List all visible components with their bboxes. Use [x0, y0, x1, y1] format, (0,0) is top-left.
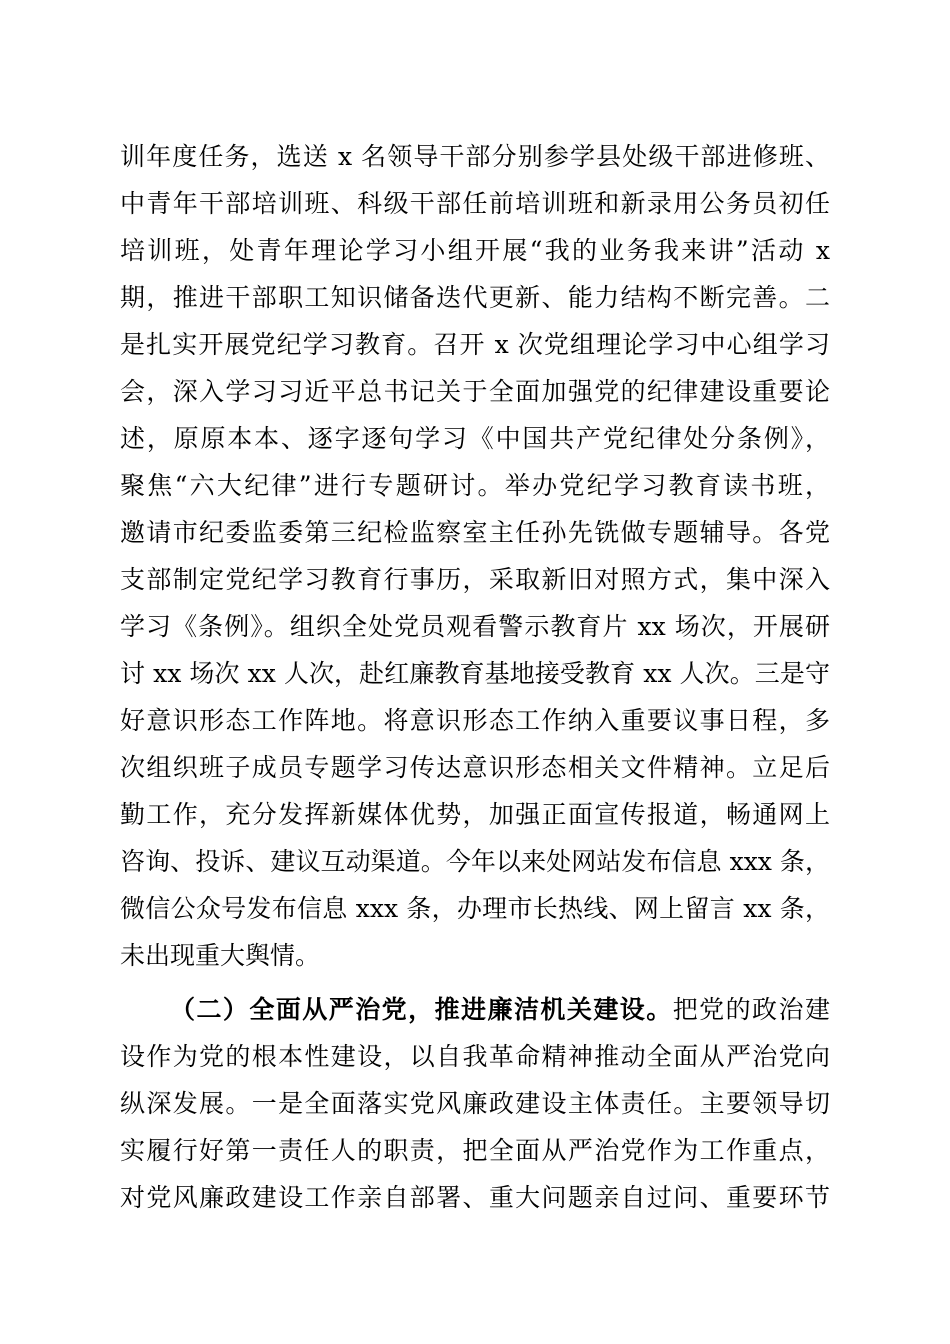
paragraph-line: 次组织班子成员专题学习传达意识形态相关文件精神。立足后: [120, 753, 830, 782]
paragraph-line: 中青年干部培训班、科级干部任前培训班和新录用公务员初任: [120, 189, 830, 218]
paragraph-line: 实履行好第一责任人的职责，把全面从严治党作为工作重点，: [120, 1136, 830, 1165]
paragraph-line: 设作为党的根本性建设，以自我革命精神推动全面从严治党向: [120, 1042, 830, 1071]
paragraph-line: 邀请市纪委监委第三纪检监察室主任孙先铣做专题辅导。各党: [120, 518, 830, 547]
paragraph-line: 支部制定党纪学习教育行事历，采取新旧对照方式，集中深入: [120, 565, 830, 594]
section-heading-continuation: 把党的政治建: [672, 995, 830, 1024]
paragraph-line: 培训班，处青年理论学习小组开展“我的业务我来讲”活动 x: [120, 236, 830, 265]
paragraph-line: 未出现重大舆情。: [120, 941, 321, 970]
paragraph-line: 聚焦“六大纪律”进行专题研讨。举办党纪学习教育读书班，: [120, 471, 830, 500]
section-heading: （二）全面从严治党，推进廉洁机关建设。: [170, 995, 673, 1024]
paragraph-line: 期，推进干部职工知识储备迭代更新、能力结构不断完善。二: [120, 283, 830, 312]
paragraph-line: 勤工作，充分发挥新媒体优势，加强正面宣传报道，畅通网上: [120, 800, 830, 829]
paragraph-line: 是扎实开展党纪学习教育。召开 x 次党组理论学习中心组学习: [120, 330, 830, 359]
paragraph-line: 咨询、投诉、建议互动渠道。今年以来处网站发布信息 xxx 条，: [120, 847, 830, 876]
paragraph-line: 讨 xx 场次 xx 人次，赴红廉教育基地接受教育 xx 人次。三是守: [120, 659, 830, 688]
paragraph-line: 述，原原本本、逐字逐句学习《中国共产党纪律处分条例》，: [120, 424, 830, 453]
paragraph-line: 好意识形态工作阵地。将意识形态工作纳入重要议事日程，多: [120, 706, 830, 735]
paragraph-line: 训年度任务，选送 x 名领导干部分别参学县处级干部进修班、: [120, 142, 830, 171]
paragraph-line: 学习《条例》。组织全处党员观看警示教育片 xx 场次，开展研: [120, 612, 830, 641]
paragraph-line: 对党风廉政建设工作亲自部署、重大问题亲自过问、重要环节: [120, 1183, 830, 1212]
paragraph-line: 微信公众号发布信息 xxx 条，办理市长热线、网上留言 xx 条，: [120, 894, 830, 923]
paragraph-line: 纵深发展。一是全面落实党风廉政建设主体责任。主要领导切: [120, 1089, 830, 1118]
paragraph-line: 会，深入学习习近平总书记关于全面加强党的纪律建设重要论: [120, 377, 830, 406]
section-heading-line: [170, 990, 830, 1030]
